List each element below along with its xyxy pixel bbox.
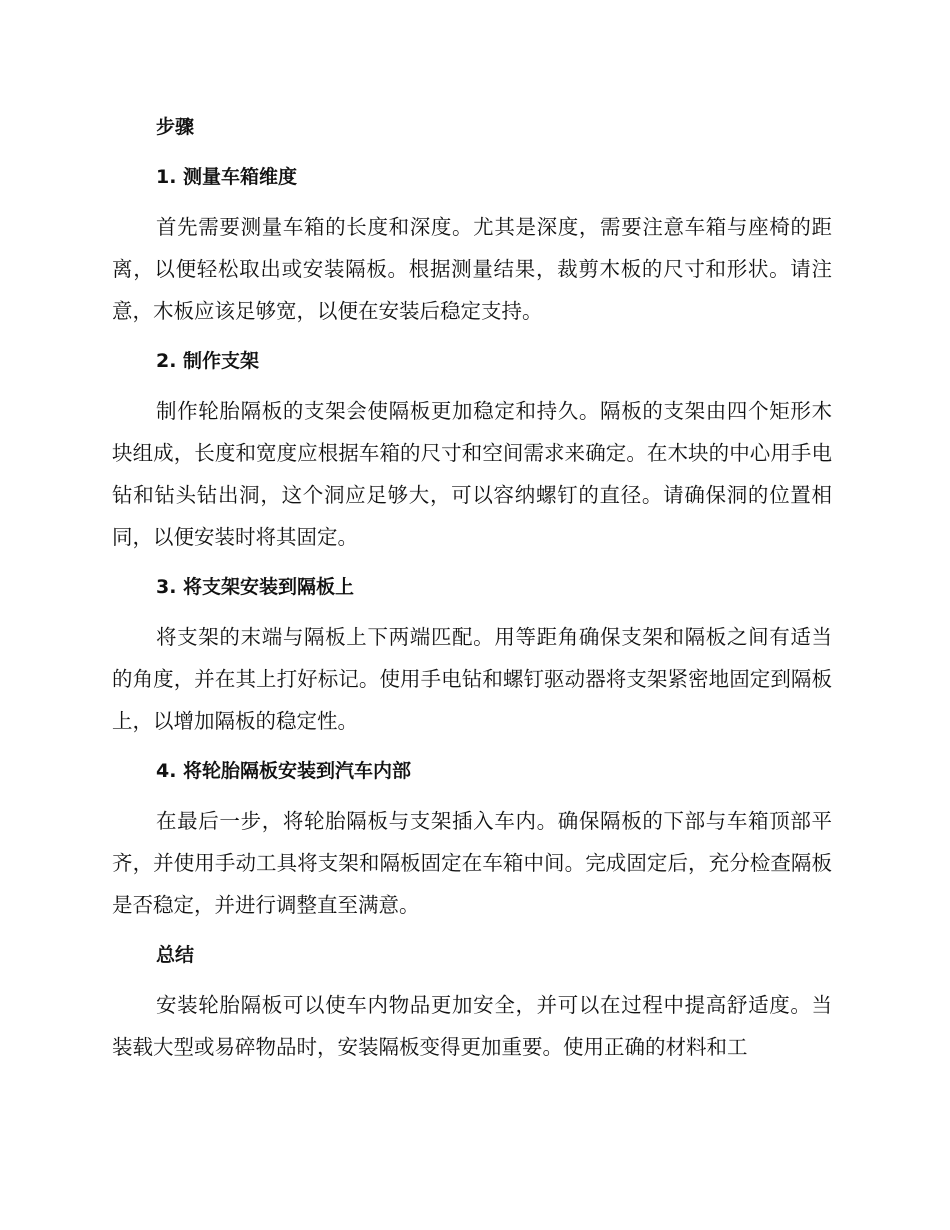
step-1-paragraph: 首先需要测量车箱的长度和深度。尤其是深度，需要注意车箱与座椅的距离，以便轻松取出或安装隔板。根据测量结果，裁剪木板的尺寸和形状。请注意，木板应该足够宽，以便在安装后稳定支持。 [112,215,832,323]
summary-paragraph: 安装轮胎隔板可以使车内物品更加安全，并可以在过程中提高舒适度。当装载大型或易碎物品时，安装隔板变得更加重要。使用正确的材料和工 [112,993,832,1059]
step-3-paragraph: 将支架的末端与隔板上下两端匹配。用等距角确保支架和隔板之间有适当的角度，并在其上打好标记。使用手电钻和螺钉驱动器将支架紧密地固定到隔板上，以增加隔板的稳定性。 [112,625,832,733]
step-4-heading: 4. 将轮胎隔板安装到汽车内部 [156,760,412,782]
step-2-paragraph: 制作轮胎隔板的支架会使隔板更加稳定和持久。隔板的支架由四个矩形木块组成，长度和宽度应根据车箱的尺寸和空间需求来确定。在木块的中心用手电钻和钻头钻出洞，这个洞应足够大，可以容纳螺钉的直径。请确保洞的位置相同，以便安装时将其固定。 [112,399,832,549]
step-4-paragraph: 在最后一步，将轮胎隔板与支架插入车内。确保隔板的下部与车箱顶部平齐，并使用手动工具将支架和隔板固定在车箱中间。完成固定后，充分检查隔板是否稳定，并进行调整直至满意。 [112,809,832,917]
section-heading-steps: 步骤 [156,116,195,138]
section-heading-summary: 总结 [156,944,195,966]
step-2-heading: 2. 制作支架 [156,350,260,372]
step-3-heading: 3. 将支架安装到隔板上 [156,576,355,598]
document-page [112,106,832,1076]
step-1-heading: 1. 测量车箱维度 [156,166,298,188]
